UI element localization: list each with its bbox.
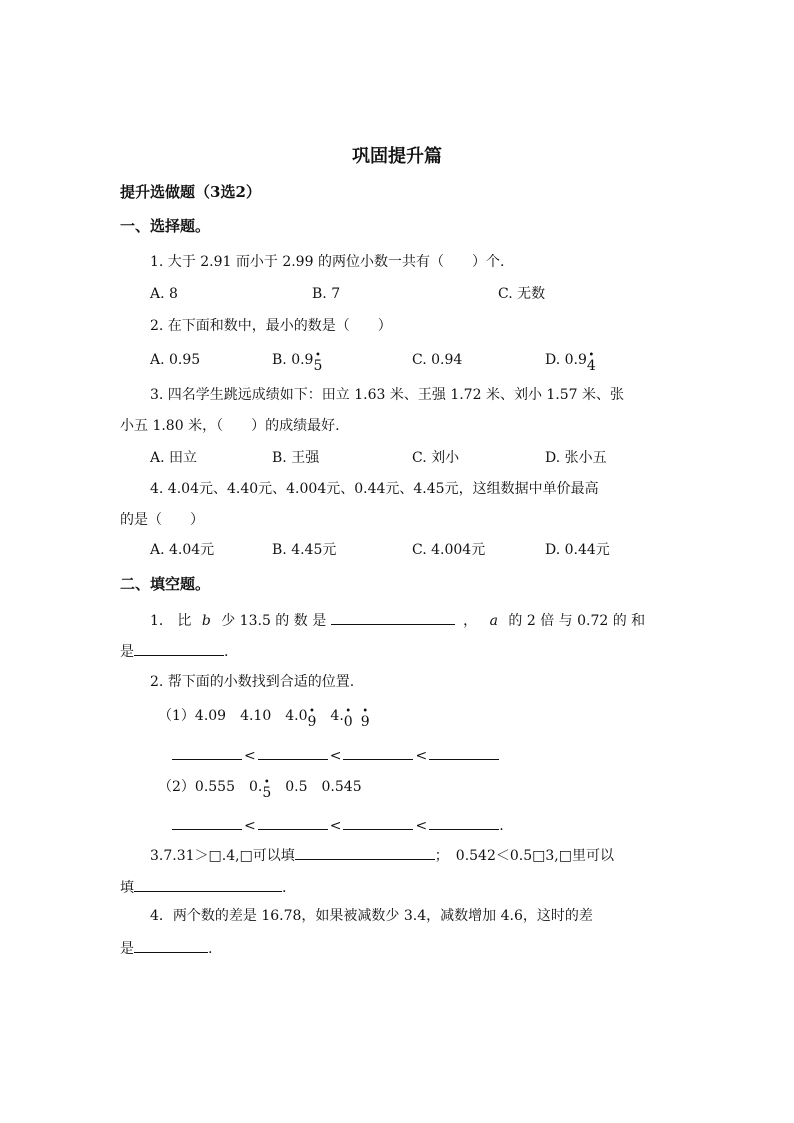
- s1-q4-option-a: A. 4.04元: [150, 542, 215, 558]
- s2-q3-line2-prefix: 填: [120, 880, 134, 896]
- s2-q2-sub1-mid: 4.: [316, 708, 344, 724]
- s2-q1-var-b: b: [201, 613, 211, 629]
- s2-q2-stem: 2. 帮下面的小数找到合适的位置.: [150, 674, 355, 690]
- s2-q4-line2: [120, 938, 212, 958]
- s2-q2-sub1-blank-2[interactable]: [258, 745, 328, 760]
- s1-q3-option-b: B. 王强: [272, 450, 320, 466]
- s2-q2-sub2-blank-1[interactable]: [172, 815, 242, 830]
- s1-q4-option-b: B. 4.45元: [272, 542, 337, 558]
- s2-q3-part2: ； 0.542＜0.5□3,□里可以: [434, 848, 614, 864]
- s1-q3-stem-line2: 小五 1.80 米，（ ）的成绩最好.: [120, 418, 340, 434]
- s1-q2-option-b: [272, 351, 323, 374]
- s1-q2-option-d: [545, 351, 596, 374]
- s2-q4-stem-line1: 4．两个数的差是 16.78，如果被减数少 3.4，减数增加 4.6，这时的差: [150, 908, 593, 924]
- less-than-sign: <: [329, 818, 342, 834]
- s2-q4-answer-blank[interactable]: [134, 938, 208, 953]
- less-than-sign: <: [244, 818, 256, 834]
- s2-q2-sub1-numbers: [158, 707, 370, 730]
- s2-q3-answer-blank-1[interactable]: [295, 845, 435, 860]
- s2-q1-part2: 少 13.5 的 数 是: [221, 613, 327, 629]
- s2-q2-sub2-repeating-digit: • 5: [262, 784, 271, 802]
- less-than-sign: <: [415, 748, 428, 764]
- s1-q2-stem: 2. 在下面和数中，最小的数是（ ）: [150, 318, 392, 334]
- s1-q2-option-d-repeating-digit: • 4: [587, 357, 596, 375]
- s1-q4-stem-line2: 的是（ ）: [120, 512, 204, 528]
- s2-q2-sub2-label: （2）0.555 0.: [158, 779, 263, 795]
- s2-q2-sub1-repeating-digit-3: • 9: [361, 713, 370, 731]
- s2-q3-line1: [150, 845, 614, 865]
- s2-q4-line2-suffix: .: [208, 941, 213, 957]
- subtitle: 提升选做题（3选2）: [120, 183, 261, 201]
- s1-q3-option-c: C. 刘小: [412, 450, 460, 466]
- s2-q1-line2: [120, 641, 228, 661]
- s1-q2-option-b-prefix: B. 0.9: [272, 352, 314, 368]
- s2-q1-line2-prefix: 是: [120, 644, 134, 660]
- s2-q1-var-a: a: [489, 613, 498, 629]
- section1-heading: 一、选择题。: [120, 217, 211, 235]
- s2-q2-sub2-blank-2[interactable]: [258, 815, 328, 830]
- s1-q2-option-a: A. 0.95: [150, 352, 201, 368]
- s2-q1-answer-blank-2[interactable]: [134, 641, 224, 656]
- page-title: 巩固提升篇: [352, 146, 442, 167]
- s2-q2-sub1-blank-4[interactable]: [429, 745, 499, 760]
- period: .: [499, 818, 504, 834]
- s2-q3-line2-suffix: .: [282, 880, 287, 896]
- s2-q2-sub2-answer-row: [172, 815, 504, 835]
- s1-q4-option-c: C. 4.004元: [412, 542, 486, 558]
- s2-q4-line2-prefix: 是: [120, 941, 134, 957]
- s2-q1-part3: 的 2 倍 与 0.72 的 和: [508, 613, 646, 629]
- s2-q2-sub2-blank-3[interactable]: [343, 815, 413, 830]
- less-than-sign: <: [329, 748, 342, 764]
- s2-q2-sub1-blank-1[interactable]: [172, 745, 242, 760]
- s1-q2-option-c: C. 0.94: [412, 352, 463, 368]
- s2-q2-sub2-numbers: [158, 778, 362, 801]
- s1-q4-stem-line1: 4. 4.04元、4.40元、4.004元、0.44元、4.45元，这组数据中单价最高: [150, 481, 599, 497]
- s2-q2-sub1-label: （1）4.09 4.10 4.0: [158, 708, 308, 724]
- s1-q1-option-c: C. 无数: [498, 286, 546, 302]
- s2-q2-sub1-blank-3[interactable]: [343, 745, 413, 760]
- s2-q1-answer-blank-1[interactable]: [331, 610, 455, 625]
- s1-q3-option-a: A. 田立: [150, 450, 198, 466]
- s1-q1-option-a: A. 8: [150, 286, 178, 302]
- s2-q3-answer-blank-2[interactable]: [134, 877, 282, 892]
- s2-q2-sub1-repeating-digit-2: • 0: [344, 713, 353, 731]
- less-than-sign: <: [244, 748, 256, 764]
- s2-q3-line2: [120, 877, 286, 897]
- s2-q3-part1: 3.7.31＞□.4,□可以填: [150, 848, 295, 864]
- s2-q2-sub2-rest: 0.5 0.545: [271, 779, 362, 795]
- s2-q2-sub2-blank-4[interactable]: [429, 815, 499, 830]
- s1-q1-stem: 1. 大于 2.91 而小于 2.99 的两位小数一共有（ ）个.: [150, 254, 505, 270]
- s1-q2-option-d-prefix: D. 0.9: [545, 352, 587, 368]
- s1-q1-option-b: B. 7: [312, 286, 341, 302]
- s2-q1-line1: 1． 比 b 少 13.5 的 数 是 ， a 的 2 倍 与 0.72 的 和: [150, 610, 645, 630]
- s2-q1-part1: 1． 比: [150, 613, 192, 629]
- section2-heading: 二、填空题。: [120, 575, 211, 593]
- s2-q1-line2-suffix: .: [224, 644, 229, 660]
- s2-q2-sub1-answer-row: [172, 745, 499, 765]
- s2-q2-sub1-repeating-digit-1: • 9: [308, 713, 317, 731]
- s1-q4-option-d: D. 0.44元: [545, 542, 610, 558]
- s1-q3-option-d: D. 张小五: [545, 450, 607, 466]
- s1-q2-option-b-repeating-digit: • 5: [313, 357, 322, 375]
- s1-q3-stem-line1: 3. 四名学生跳远成绩如下：田立 1.63 米、王强 1.72 米、刘小 1.57 米、张: [150, 387, 625, 403]
- less-than-sign: <: [415, 818, 428, 834]
